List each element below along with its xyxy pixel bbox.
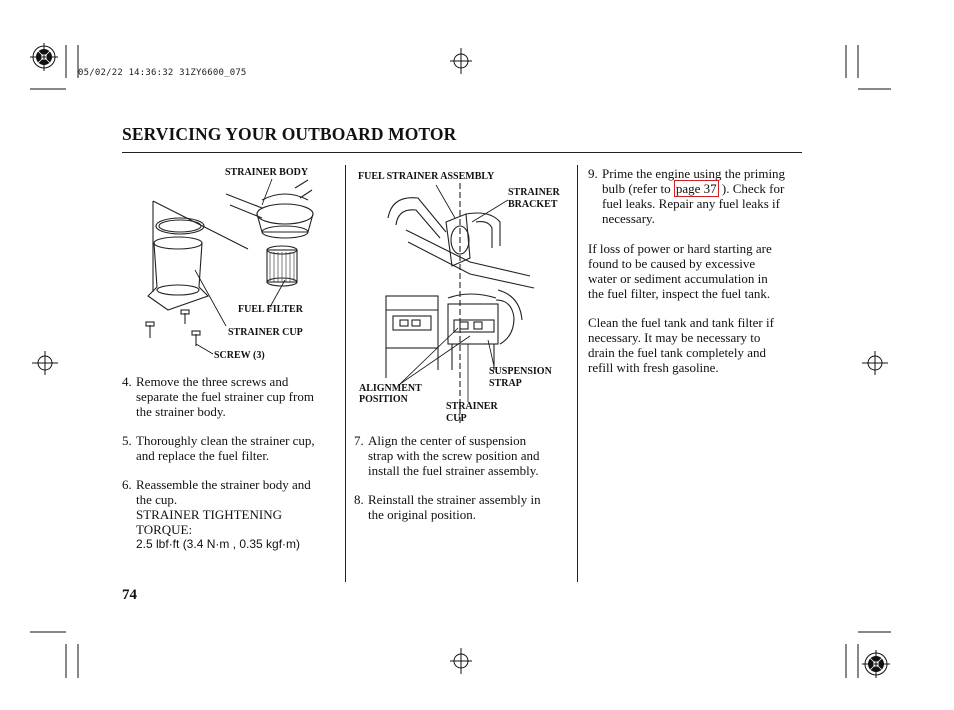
paragraph-line: necessary. It may be necessary to [588, 330, 761, 345]
torque-value: 2.5 lbf·ft (3.4 N·m , 0.35 kgf·m) [136, 537, 301, 551]
step-text-line: Prime the engine using the priming [602, 166, 786, 181]
label-strainer-cup-2: CUP [446, 413, 467, 424]
step-9 [588, 166, 802, 228]
step-text-line: Reinstall the strainer assembly in [368, 492, 541, 507]
step-text-line: Reassemble the strainer body and [136, 477, 311, 492]
step-text-line: the original position. [368, 507, 476, 522]
step-text-line: separate the fuel strainer cup from [136, 389, 314, 404]
print-info: 05/02/22 14:36:32 31ZY6600_075 [78, 68, 247, 78]
step-number: 9. [588, 166, 598, 181]
label-suspension-strap-2: STRAP [489, 378, 522, 389]
label-strainer-body: STRAINER BODY [225, 167, 309, 178]
paragraph-line: drain the fuel tank completely and [588, 345, 766, 360]
label-alignment-position-1: ALIGNMENT [359, 383, 422, 394]
step-text-fragment: bulb (refer to [602, 181, 671, 196]
label-strainer-bracket-2: BRACKET [508, 199, 558, 210]
label-fuel-filter: FUEL FILTER [238, 304, 303, 315]
step-number: 7. [354, 433, 364, 448]
page-37-link[interactable]: page 37 [675, 181, 717, 196]
step-text-line: and replace the fuel filter. [136, 448, 270, 463]
step-number: 8. [354, 492, 364, 507]
step-8 [354, 492, 574, 524]
step-text-line: Remove the three screws and [136, 374, 289, 389]
step-text-line: Align the center of suspension [368, 433, 527, 448]
paragraph-inspect-tank [588, 241, 772, 301]
step-text-line: fuel leaks. Repair any fuel leaks if [602, 196, 780, 211]
label-fuel-strainer-assembly: FUEL STRAINER ASSEMBLY [358, 171, 495, 182]
step-text-line: necessary. [602, 211, 655, 226]
paragraph-line: refill with fresh gasoline. [588, 360, 719, 375]
page-heading: SERVICING YOUR OUTBOARD MOTOR [122, 124, 457, 144]
paragraph-line: found to be caused by excessive [588, 256, 756, 271]
step-7 [354, 433, 574, 481]
label-screw: SCREW (3) [214, 350, 265, 361]
paragraph-line: If loss of power or hard starting are [588, 241, 772, 256]
step-5 [122, 433, 342, 465]
label-strainer-cup: STRAINER CUP [228, 327, 303, 338]
step-6 [122, 477, 344, 555]
step-number: 5. [122, 433, 132, 448]
label-alignment-position-2: POSITION [359, 394, 408, 405]
step-text-line [602, 181, 785, 196]
step-4 [122, 374, 342, 422]
step-text-line: the strainer body. [136, 404, 226, 419]
torque-label: STRAINER TIGHTENING [136, 507, 282, 522]
label-strainer-bracket-1: STRAINER [508, 187, 560, 198]
step-text-line: the cup. [136, 492, 178, 507]
step-text-line: strap with the screw position and [368, 448, 540, 463]
step-number: 6. [122, 477, 132, 492]
step-text-line: install the fuel strainer assembly. [368, 463, 539, 478]
paragraph-line: Clean the fuel tank and tank filter if [588, 315, 774, 330]
page-number: 74 [122, 587, 137, 603]
label-strainer-cup-1: STRAINER [446, 401, 498, 412]
torque-label: TORQUE: [136, 522, 193, 537]
step-number: 4. [122, 374, 132, 389]
label-suspension-strap-1: SUSPENSION [489, 366, 552, 377]
paragraph-line: the fuel filter, inspect the fuel tank. [588, 286, 771, 301]
step-text-fragment: ). Check for [721, 181, 785, 196]
paragraph-clean-tank [588, 315, 774, 375]
step-text-line: Thoroughly clean the strainer cup, [136, 433, 315, 448]
paragraph-line: water or sediment accumulation in [588, 271, 768, 286]
